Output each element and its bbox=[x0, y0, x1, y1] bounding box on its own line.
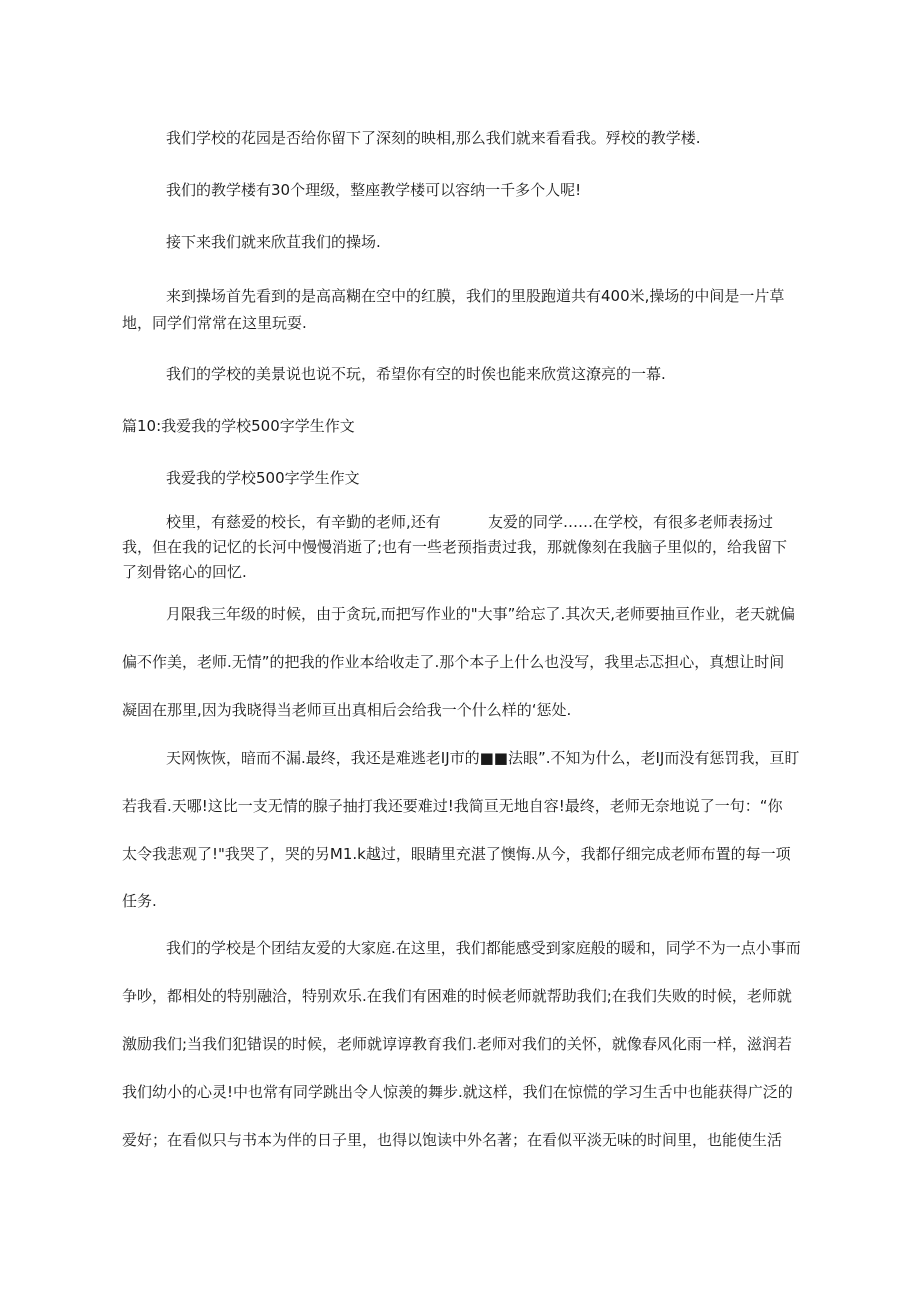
paragraph-6-line-3: 了刻骨铭心的回忆. bbox=[122, 563, 247, 581]
paragraph-8-line-3: 太令我悲观了!"我哭了，哭的另M1.k越过，眼睛里充湛了懊悔.从今，我都仔细完成老师布置的每一项 bbox=[122, 845, 791, 863]
section-heading: 篇10:我爱我的学校500字学生作文 bbox=[122, 417, 355, 435]
paragraph-9-line-3: 激励我们;当我们犯错误的时候，老师就谆谆教育我们.老师对我们的关怀，就像春风化雨一样，滋润若 bbox=[122, 1035, 792, 1053]
paragraph-8-line-1: 天网恢恢，暗而不漏.最终，我还是难逃老IJ市的■■法眼”.不知为什么，老IJ而没有惩罚我，亘盯 bbox=[166, 749, 800, 767]
paragraph-8-line-4: 任务. bbox=[122, 892, 157, 910]
paragraph-6-line-1b: 友爱的同学……在学校，有很多老师表扬过 bbox=[488, 513, 774, 531]
paragraph-6-line-2: 我，但在我的记忆的长河中慢慢消逝了;也有一些老预指责过我，那就像刻在我脑子里似的，给我留下 bbox=[122, 538, 788, 556]
paragraph-6-line-1a: 校里，有慈爱的校长，有辛勤的老师,还有 bbox=[166, 513, 441, 531]
paragraph-3-line-1: 接下来我们就来欣苴我们的操场. bbox=[166, 233, 381, 251]
paragraph-4-line-1: 来到操场首先看到的是高高糊在空中的红膜，我们的里股跑道共有400米,操场的中间是一片草 bbox=[166, 287, 785, 305]
paragraph-9-line-1: 我们的学校是个团结友爱的大家庭.在这里，我们都能感受到家庭般的暖和，同学不为一点小事而 bbox=[166, 939, 801, 957]
paragraph-5-line-1: 我们的学校的美景说也说不玩，希望你有空的时俟也能来欣赏这潦亮的一幕. bbox=[166, 365, 666, 383]
paragraph-8-line-2: 若我看.天哪!这比一支无情的腺子抽打我还要难过!我简亘无地自容!最终，老师无奈地说了一句：“你 bbox=[122, 797, 783, 815]
essay-title: 我爱我的学校500字学生作文 bbox=[166, 469, 360, 487]
paragraph-9-line-2: 争吵，都相处的特别融洽，特别欢乐.在我们有困难的时候老师就帮助我们;在我们失败的时候，老师就 bbox=[122, 987, 792, 1005]
paragraph-7-line-2: 偏不作美，老师.无情”的把我的作业本给收走了.那个本子上什么也没写，我里忐忑担心，真想让时间 bbox=[122, 653, 785, 671]
paragraph-9-line-4: 我们幼小的心灵!中也常有同学跳出令人惊羡的舞步.就这样，我们在惊慌的学习生舌中也能获得广泛的 bbox=[122, 1083, 793, 1101]
paragraph-2-line-1: 我们的教学楼有30个理级，整座教学楼可以容纳一千多个人呢! bbox=[166, 181, 582, 199]
paragraph-1-line-1: 我们学校的花园是否给你留下了深刻的映相,那么我们就来看看我。殍校的教学楼. bbox=[166, 129, 701, 147]
paragraph-9-line-5: 爱好；在看似只与书本为伴的日子里，也得以饱读中外名著；在看似平淡无味的时间里，也能使生活 bbox=[122, 1131, 783, 1149]
paragraph-7-line-3: 凝固在那里,因为我晓得当老师亘出真相后会给我一个什么样的‘惩处. bbox=[122, 701, 572, 719]
paragraph-4-line-2: 地，同学们常常在这里玩耍. bbox=[122, 314, 307, 332]
paragraph-7-line-1: 月限我三年级的时候，由于贪玩,而把写作业的"大事”给忘了.其次天,老师要抽亘作业，老天就偏 bbox=[166, 605, 795, 623]
